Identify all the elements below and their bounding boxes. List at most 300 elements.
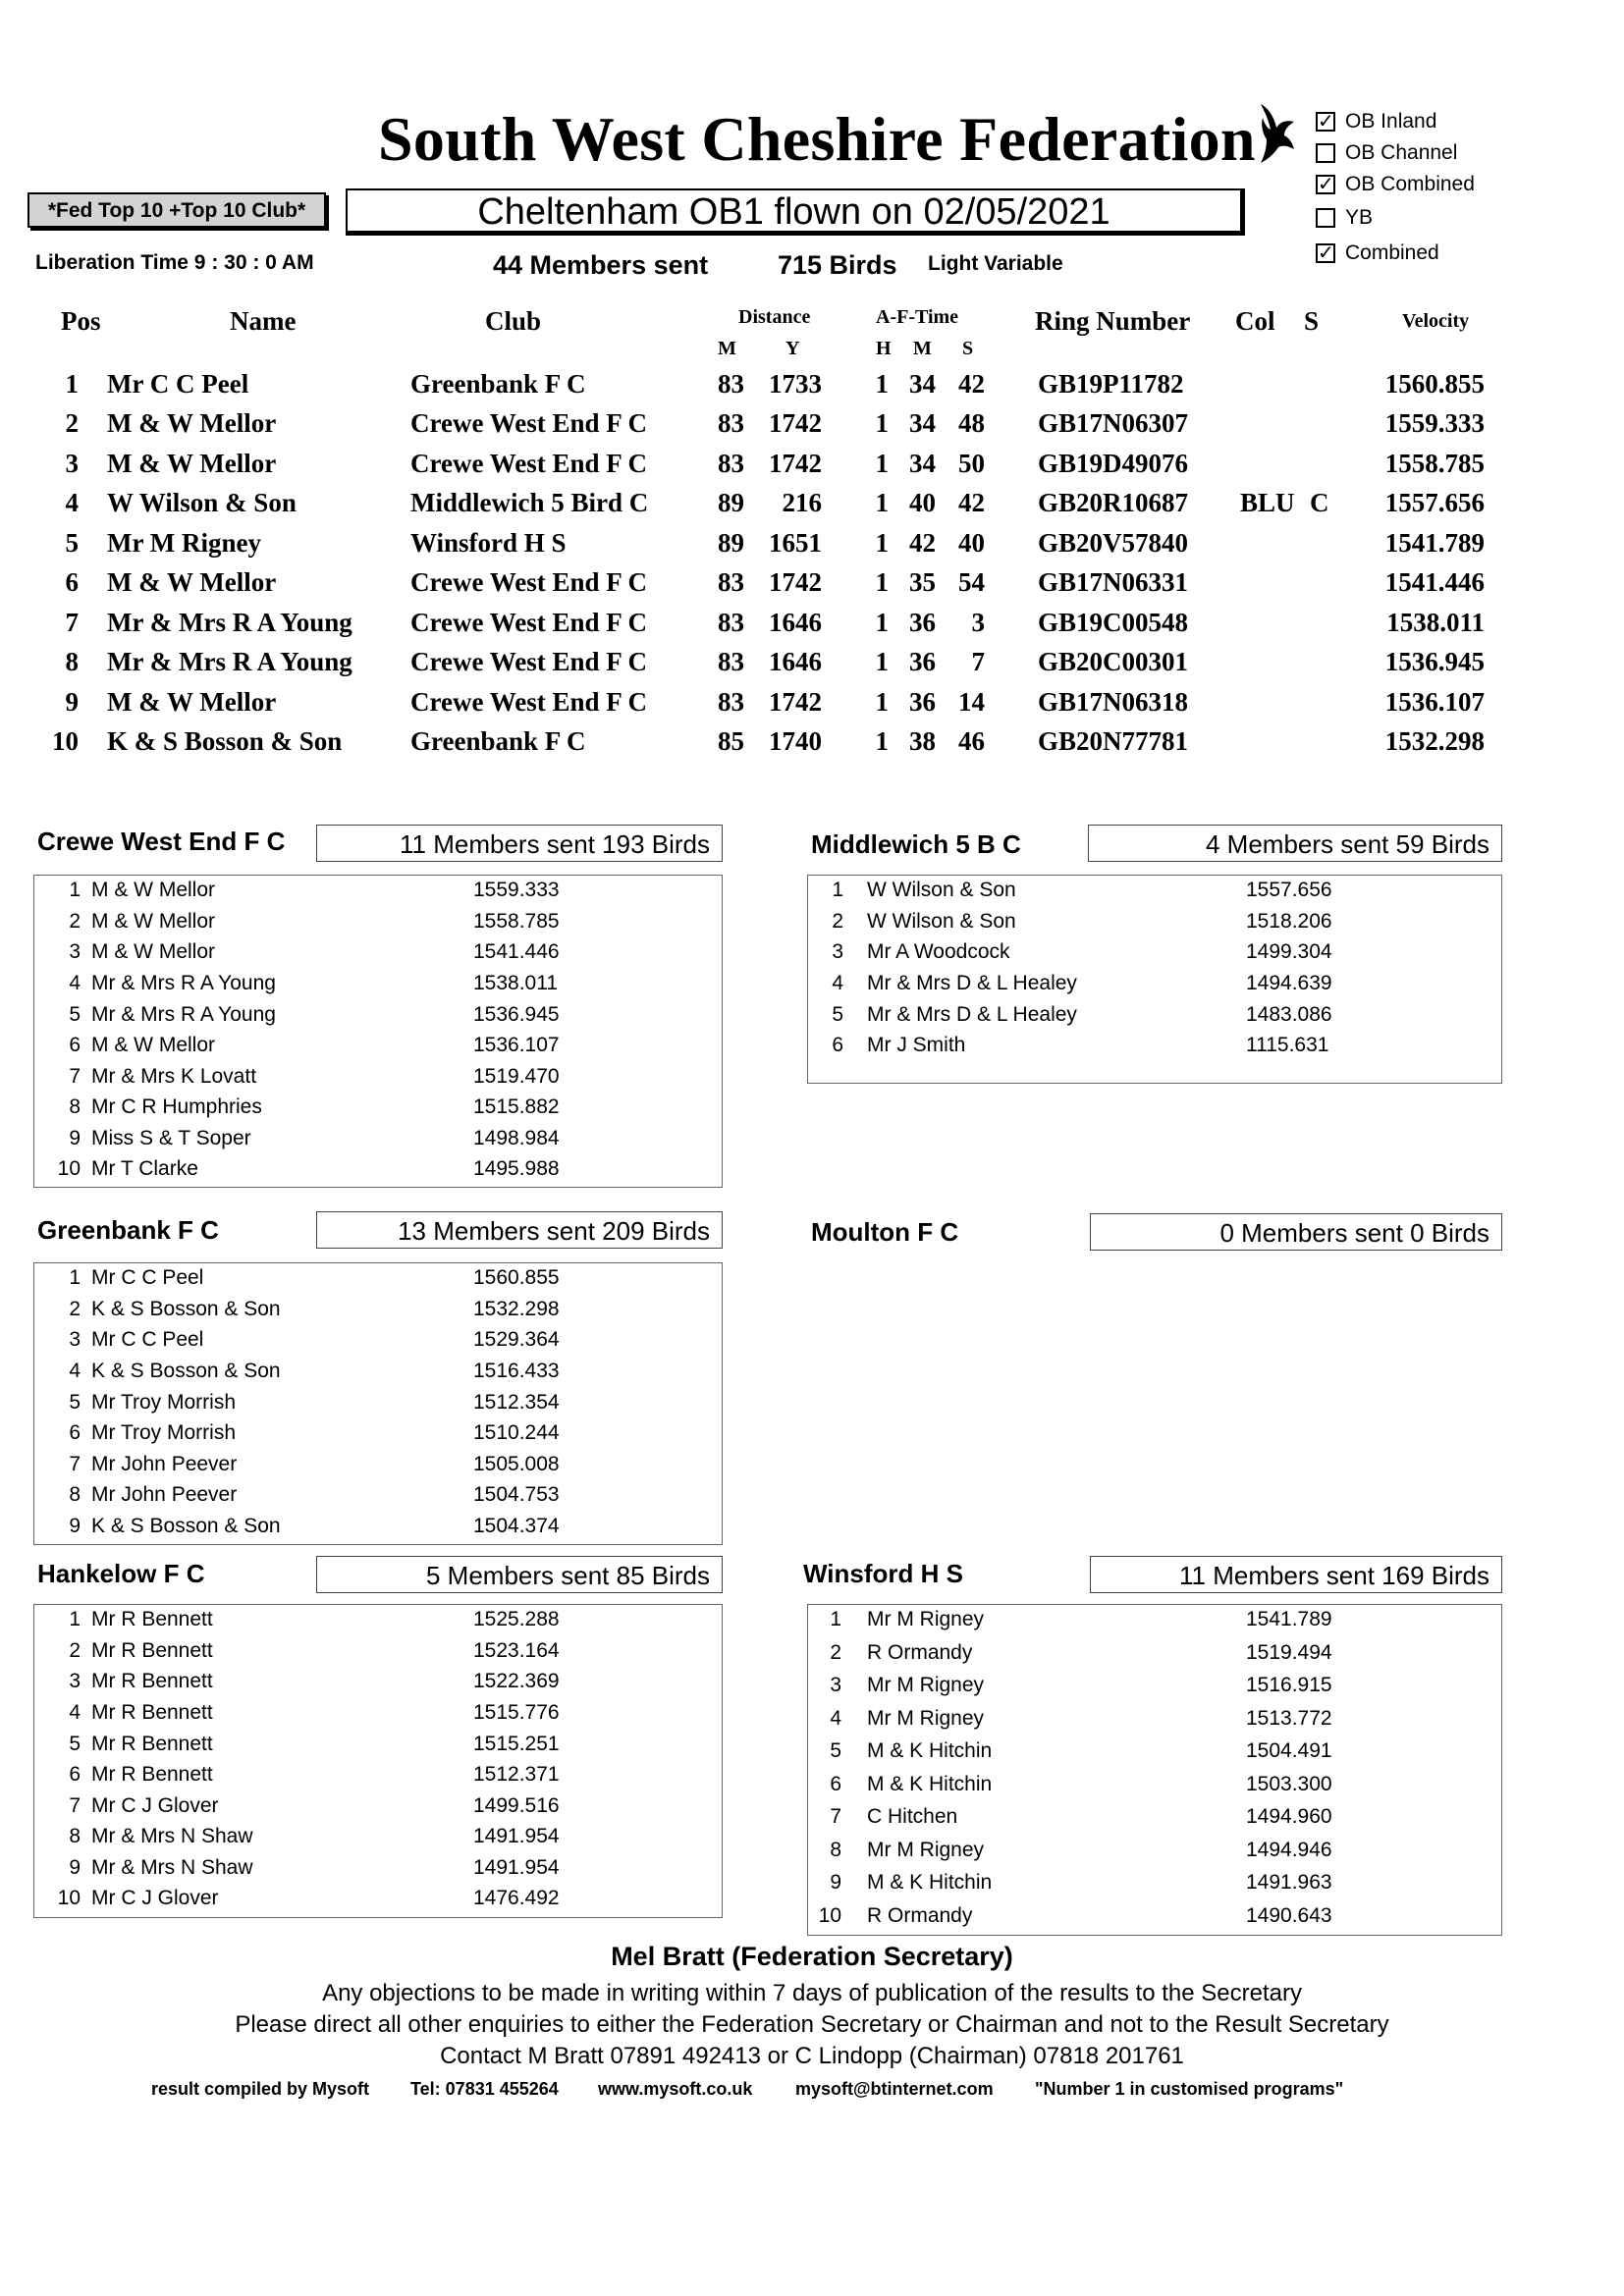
velocity: 1512.371 [473,1763,560,1786]
weather: Light Variable [928,252,1063,275]
name: M & W Mellor [107,567,277,597]
velocity: 1560.855 [473,1266,560,1289]
compiled-by: result compiled by Mysoft [151,2079,370,2099]
rank: 3 [830,1674,841,1696]
table-row [0,528,1624,567]
velocity: 1483.086 [1246,1003,1332,1026]
rank: 5 [832,1003,843,1026]
name: Mr C C Peel [107,369,249,399]
velocity: 1476.492 [473,1887,560,1909]
ring-number: GB20N77781 [1038,726,1189,756]
club-title-crewe: Crewe West End F C [37,827,286,856]
name: W Wilson & Son [107,488,297,517]
table-row [0,647,1624,686]
minutes: 36 [909,687,936,717]
ring-number: GB20V57840 [1038,528,1189,558]
checkbox-box[interactable]: ✓ [1318,174,1334,195]
hours: 1 [875,369,889,399]
fancier-name: Mr & Mrs R A Young [91,1003,276,1026]
col-pos-header: Pos [61,306,101,336]
club-sent-crewe: 11 Members sent 193 Birds [316,825,723,862]
checkbox-label: OB Channel [1345,141,1458,164]
hours: 1 [875,608,889,637]
secretary-name: Mel Bratt (Federation Secretary) [611,1942,1013,1971]
club-sent-middlewich: 4 Members sent 59 Birds [1088,825,1502,862]
fancier-name: Mr John Peever [91,1483,238,1506]
table-row [0,488,1624,527]
rank: 2 [832,910,843,933]
velocity: 1523.164 [473,1639,560,1662]
minutes: 35 [909,567,936,597]
dist-m: 83 [718,408,744,438]
fancier-name: M & W Mellor [91,910,215,933]
name: M & W Mellor [107,408,277,438]
velocity: 1498.984 [473,1127,560,1149]
club: Winsford H S [410,528,567,558]
rank: 8 [830,1839,841,1861]
name: K & S Bosson & Son [107,726,343,756]
pos: 7 [65,608,79,637]
col-name-header: Name [230,306,297,336]
rank: 6 [69,1034,81,1056]
velocity: 1532.298 [473,1298,560,1320]
dist-y: 1646 [769,647,822,676]
hours: 1 [875,687,889,717]
list-item [808,1805,1501,1836]
list-item [808,1839,1501,1869]
dist-y: 1740 [769,726,822,756]
list-item [34,1298,722,1328]
rank: 6 [832,1034,843,1056]
table-row [0,608,1624,647]
club: Middlewich 5 Bird C [410,488,649,517]
list-item [34,1856,722,1887]
pos: 6 [65,567,79,597]
list-item [34,940,722,971]
sex: C [1310,488,1329,517]
rank: 6 [830,1773,841,1795]
rank: 6 [69,1763,81,1786]
liberation-time: Liberation Time 9 : 30 : 0 AM [35,251,314,274]
fancier-name: W Wilson & Son [867,879,1016,901]
list-item [34,1453,722,1483]
col-m-header: M [913,338,932,359]
dist-y: 1742 [769,567,822,597]
checkbox-label: Combined [1345,241,1439,264]
list-item [34,1887,722,1917]
fancier-name: Mr R Bennett [91,1639,213,1662]
fancier-name: Mr M Rigney [867,1839,985,1861]
table-row [0,567,1624,607]
velocity: 1559.333 [473,879,560,901]
fancier-name: Mr R Bennett [91,1608,213,1630]
club-list-middlewich [807,875,1502,1084]
list-item [34,1825,722,1855]
fancier-name: Mr J Smith [867,1034,966,1056]
rank: 2 [830,1641,841,1664]
rank: 8 [69,1483,81,1506]
rank: 3 [69,1328,81,1351]
fancier-name: Mr & Mrs R A Young [91,972,276,994]
list-item [34,1763,722,1793]
list-item [808,1871,1501,1901]
rank: 4 [830,1707,841,1730]
velocity: 1538.011 [1386,608,1485,637]
fancier-name: Mr & Mrs N Shaw [91,1856,253,1879]
list-item [808,879,1501,909]
checkbox-box[interactable]: ✓ [1318,111,1334,133]
velocity: 1503.300 [1246,1773,1332,1795]
club: Greenbank F C [410,726,586,756]
fancier-name: Mr C R Humphries [91,1095,262,1118]
hours: 1 [875,488,889,517]
velocity: 1490.643 [1246,1904,1332,1927]
list-item [34,879,722,909]
club-title-moulton: Moulton F C [811,1217,959,1247]
rank: 7 [830,1805,841,1828]
name: Mr & Mrs R A Young [107,608,352,637]
pos: 3 [65,449,79,478]
minutes: 40 [909,488,936,517]
club-list-hankelow [33,1604,723,1918]
col-dist-y-header: Y [785,338,800,359]
fancier-name: Mr C C Peel [91,1328,204,1351]
dist-y: 1651 [769,528,822,558]
table-row [0,726,1624,766]
seconds: 7 [971,647,985,676]
club: Crewe West End F C [410,408,647,438]
checkbox-box[interactable] [1316,143,1335,163]
contact-line: Contact M Bratt 07891 492413 or C Lindopp (Chairman) 07818 201761 [440,2043,1184,2069]
table-row [0,408,1624,448]
velocity: 1558.785 [473,910,560,933]
club-title-greenbank: Greenbank F C [37,1215,219,1245]
velocity: 1529.364 [473,1328,560,1351]
fancier-name: M & W Mellor [91,1034,215,1056]
velocity: 1491.954 [473,1825,560,1847]
rank: 1 [69,1266,81,1289]
list-item [808,972,1501,1002]
fancier-name: C Hitchen [867,1805,958,1828]
club-sent-moulton: 0 Members sent 0 Birds [1090,1213,1502,1251]
list-item [34,1391,722,1421]
rank: 1 [832,879,843,901]
dist-m: 83 [718,567,744,597]
club-list-crewe [33,875,723,1188]
fancier-name: R Ormandy [867,1641,973,1664]
list-item [34,1608,722,1638]
velocity: 1541.789 [1384,528,1485,558]
rank: 4 [832,972,843,994]
checkbox-ob-combined[interactable] [1316,171,1475,198]
rank: 6 [69,1421,81,1444]
club: Crewe West End F C [410,567,647,597]
col-h-header: H [876,338,892,359]
fancier-name: Mr A Woodcock [867,940,1010,963]
checkbox-label: YB [1345,206,1374,229]
list-item [808,1003,1501,1034]
rank: 4 [69,1701,81,1724]
club: Crewe West End F C [410,608,647,637]
rank: 3 [69,1670,81,1692]
list-item [34,1515,722,1545]
seconds: 40 [958,528,985,558]
rank: 5 [69,1733,81,1755]
compiler-website[interactable]: www.mysoft.co.uk [598,2079,753,2099]
seconds: 54 [958,567,985,597]
seconds: 42 [958,369,985,399]
rank: 1 [69,879,81,901]
club-title-hankelow: Hankelow F C [37,1559,205,1588]
checkbox-yb[interactable] [1316,204,1373,232]
list-item [34,1701,722,1732]
velocity: 1499.304 [1246,940,1332,963]
dist-y: 1742 [769,449,822,478]
list-item [808,1674,1501,1704]
dist-m: 83 [718,647,744,676]
velocity: 1115.631 [1246,1034,1329,1056]
dist-m: 89 [718,488,744,517]
rank: 8 [69,1095,81,1118]
col-aft-header: A-F-Time [876,306,959,328]
hours: 1 [875,647,889,676]
col-club-header: Club [485,306,542,336]
club-sent-hankelow: 5 Members sent 85 Birds [316,1556,723,1593]
ring-number: GB17N06318 [1038,687,1189,717]
list-item [34,1794,722,1825]
rank: 2 [69,1639,81,1662]
dist-y: 1646 [769,608,822,637]
pigeon-icon [1255,100,1298,165]
list-item [34,1034,722,1064]
rank: 10 [57,1157,81,1180]
fancier-name: Mr & Mrs D & L Healey [867,972,1077,994]
velocity: 1504.491 [1246,1739,1332,1762]
minutes: 36 [909,608,936,637]
velocity: 1557.656 [1246,879,1332,901]
velocity: 1536.945 [1384,647,1485,676]
velocity: 1510.244 [473,1421,560,1444]
rank: 9 [830,1871,841,1894]
list-item [808,1904,1501,1935]
club-list-winsford [807,1604,1502,1936]
checkbox-combined[interactable] [1316,240,1439,267]
list-item [808,1739,1501,1770]
velocity: 1515.776 [473,1701,560,1724]
dist-y: 1733 [769,369,822,399]
velocity: 1536.107 [473,1034,560,1056]
minutes: 38 [909,726,936,756]
rank: 7 [69,1065,81,1088]
seconds: 42 [958,488,985,517]
dist-y: 1742 [769,408,822,438]
fancier-name: Mr R Bennett [91,1670,213,1692]
velocity: 1513.772 [1246,1707,1332,1730]
velocity: 1525.288 [473,1608,560,1630]
compiler-slogan: "Number 1 in customised programs" [1035,2079,1344,2099]
list-item [34,1639,722,1670]
dist-m: 83 [718,369,744,399]
fancier-name: K & S Bosson & Son [91,1515,281,1537]
ring-number: GB19P11782 [1038,369,1184,399]
list-item [34,972,722,1002]
results-table [0,369,1624,772]
fancier-name: Mr M Rigney [867,1707,985,1730]
pos: 8 [65,647,79,676]
pos: 10 [52,726,79,756]
fancier-name: Mr C J Glover [91,1794,219,1817]
rank: 1 [69,1608,81,1630]
club: Greenbank F C [410,369,586,399]
fancier-name: Mr R Bennett [91,1701,213,1724]
list-item [34,1360,722,1390]
velocity: 1559.333 [1384,408,1485,438]
velocity: 1541.789 [1246,1608,1332,1630]
birds-sent: 715 Birds [778,250,897,280]
fancier-name: Mr M Rigney [867,1674,985,1696]
fancier-name: Mr R Bennett [91,1733,213,1755]
list-item [808,1034,1501,1064]
fancier-name: M & K Hitchin [867,1773,993,1795]
name: M & W Mellor [107,449,277,478]
list-item [808,910,1501,940]
fancier-name: M & K Hitchin [867,1739,993,1762]
fancier-name: M & W Mellor [91,879,215,901]
pos: 1 [65,369,79,399]
list-item [808,1608,1501,1638]
ring-number: GB17N06307 [1038,408,1189,438]
compiler-phone: Tel: 07831 455264 [410,2079,559,2099]
fancier-name: Mr & Mrs K Lovatt [91,1065,257,1088]
fancier-name: Mr John Peever [91,1453,238,1475]
rank: 4 [69,1360,81,1382]
list-item [34,1266,722,1297]
minutes: 34 [909,408,936,438]
rank: 7 [69,1794,81,1817]
rank: 3 [832,940,843,963]
rank: 5 [69,1391,81,1414]
objections-notice: Any objections to be made in writing within 7 days of publication of the results to the Secretary [322,1980,1302,2006]
velocity: 1522.369 [473,1670,560,1692]
fancier-name: Miss S & T Soper [91,1127,251,1149]
velocity: 1494.639 [1246,972,1332,994]
colour: BLU [1240,488,1295,517]
velocity: 1515.882 [473,1095,560,1118]
list-item [34,1421,722,1452]
fancier-name: Mr T Clarke [91,1157,198,1180]
fancier-name: M & W Mellor [91,940,215,963]
rank: 2 [69,1298,81,1320]
club-sent-winsford: 11 Members sent 169 Birds [1090,1556,1502,1593]
fancier-name: Mr C J Glover [91,1887,219,1909]
fed-top-badge: *Fed Top 10 +Top 10 Club* [27,192,326,228]
race-title: Cheltenham OB1 flown on 02/05/2021 [346,188,1245,236]
ring-number: GB19C00548 [1038,608,1189,637]
rank: 7 [69,1453,81,1475]
fancier-name: R Ormandy [867,1904,973,1927]
seconds: 50 [958,449,985,478]
list-item [34,1095,722,1126]
checkbox-ob-inland[interactable] [1316,108,1436,135]
fancier-name: K & S Bosson & Son [91,1298,281,1320]
velocity: 1532.298 [1384,726,1485,756]
velocity: 1536.107 [1384,687,1485,717]
dist-y: 1742 [769,687,822,717]
ring-number: GB19D49076 [1038,449,1189,478]
velocity: 1504.753 [473,1483,560,1506]
list-item [34,1003,722,1034]
rank: 10 [818,1904,841,1927]
list-item [34,910,722,940]
seconds: 14 [958,687,985,717]
fancier-name: M & K Hitchin [867,1871,993,1894]
velocity: 1560.855 [1384,369,1485,399]
club: Crewe West End F C [410,687,647,717]
velocity: 1519.470 [473,1065,560,1088]
dist-m: 83 [718,687,744,717]
velocity: 1494.946 [1246,1839,1332,1861]
ring-number: GB20C00301 [1038,647,1189,676]
checkbox-ob-channel[interactable] [1316,139,1457,167]
velocity: 1541.446 [473,940,560,963]
checkbox-box[interactable]: ✓ [1318,242,1334,264]
col-distance-header: Distance [738,306,811,328]
velocity: 1558.785 [1384,449,1485,478]
club: Crewe West End F C [410,449,647,478]
pos: 2 [65,408,79,438]
velocity: 1494.960 [1246,1805,1332,1828]
club-list-greenbank [33,1262,723,1545]
rank: 5 [830,1739,841,1762]
velocity: 1491.963 [1246,1871,1332,1894]
fancier-name: Mr & Mrs D & L Healey [867,1003,1077,1026]
seconds: 46 [958,726,985,756]
seconds: 48 [958,408,985,438]
rank: 10 [57,1887,81,1909]
velocity: 1515.251 [473,1733,560,1755]
velocity: 1505.008 [473,1453,560,1475]
velocity: 1516.915 [1246,1674,1332,1696]
dist-m: 85 [718,726,744,756]
hours: 1 [875,449,889,478]
list-item [34,1483,722,1514]
checkbox-label: OB Combined [1345,173,1475,195]
rank: 9 [69,1127,81,1149]
list-item [34,1328,722,1359]
table-row [0,687,1624,726]
velocity: 1536.945 [473,1003,560,1026]
minutes: 42 [909,528,936,558]
pos: 9 [65,687,79,717]
ring-number: GB17N06331 [1038,567,1189,597]
minutes: 34 [909,449,936,478]
list-item [34,1670,722,1700]
members-sent: 44 Members sent [493,250,709,280]
hours: 1 [875,408,889,438]
checkbox-box[interactable] [1316,208,1335,228]
dist-y: 216 [782,488,822,517]
club: Crewe West End F C [410,647,647,676]
dist-m: 89 [718,528,744,558]
club-sent-greenbank: 13 Members sent 209 Birds [316,1211,723,1249]
list-item [34,1733,722,1763]
compiler-email[interactable]: mysoft@btinternet.com [795,2079,994,2099]
fancier-name: Mr Troy Morrish [91,1391,236,1414]
rank: 4 [69,972,81,994]
name: M & W Mellor [107,687,277,717]
velocity: 1516.433 [473,1360,560,1382]
velocity: 1557.656 [1384,488,1485,517]
